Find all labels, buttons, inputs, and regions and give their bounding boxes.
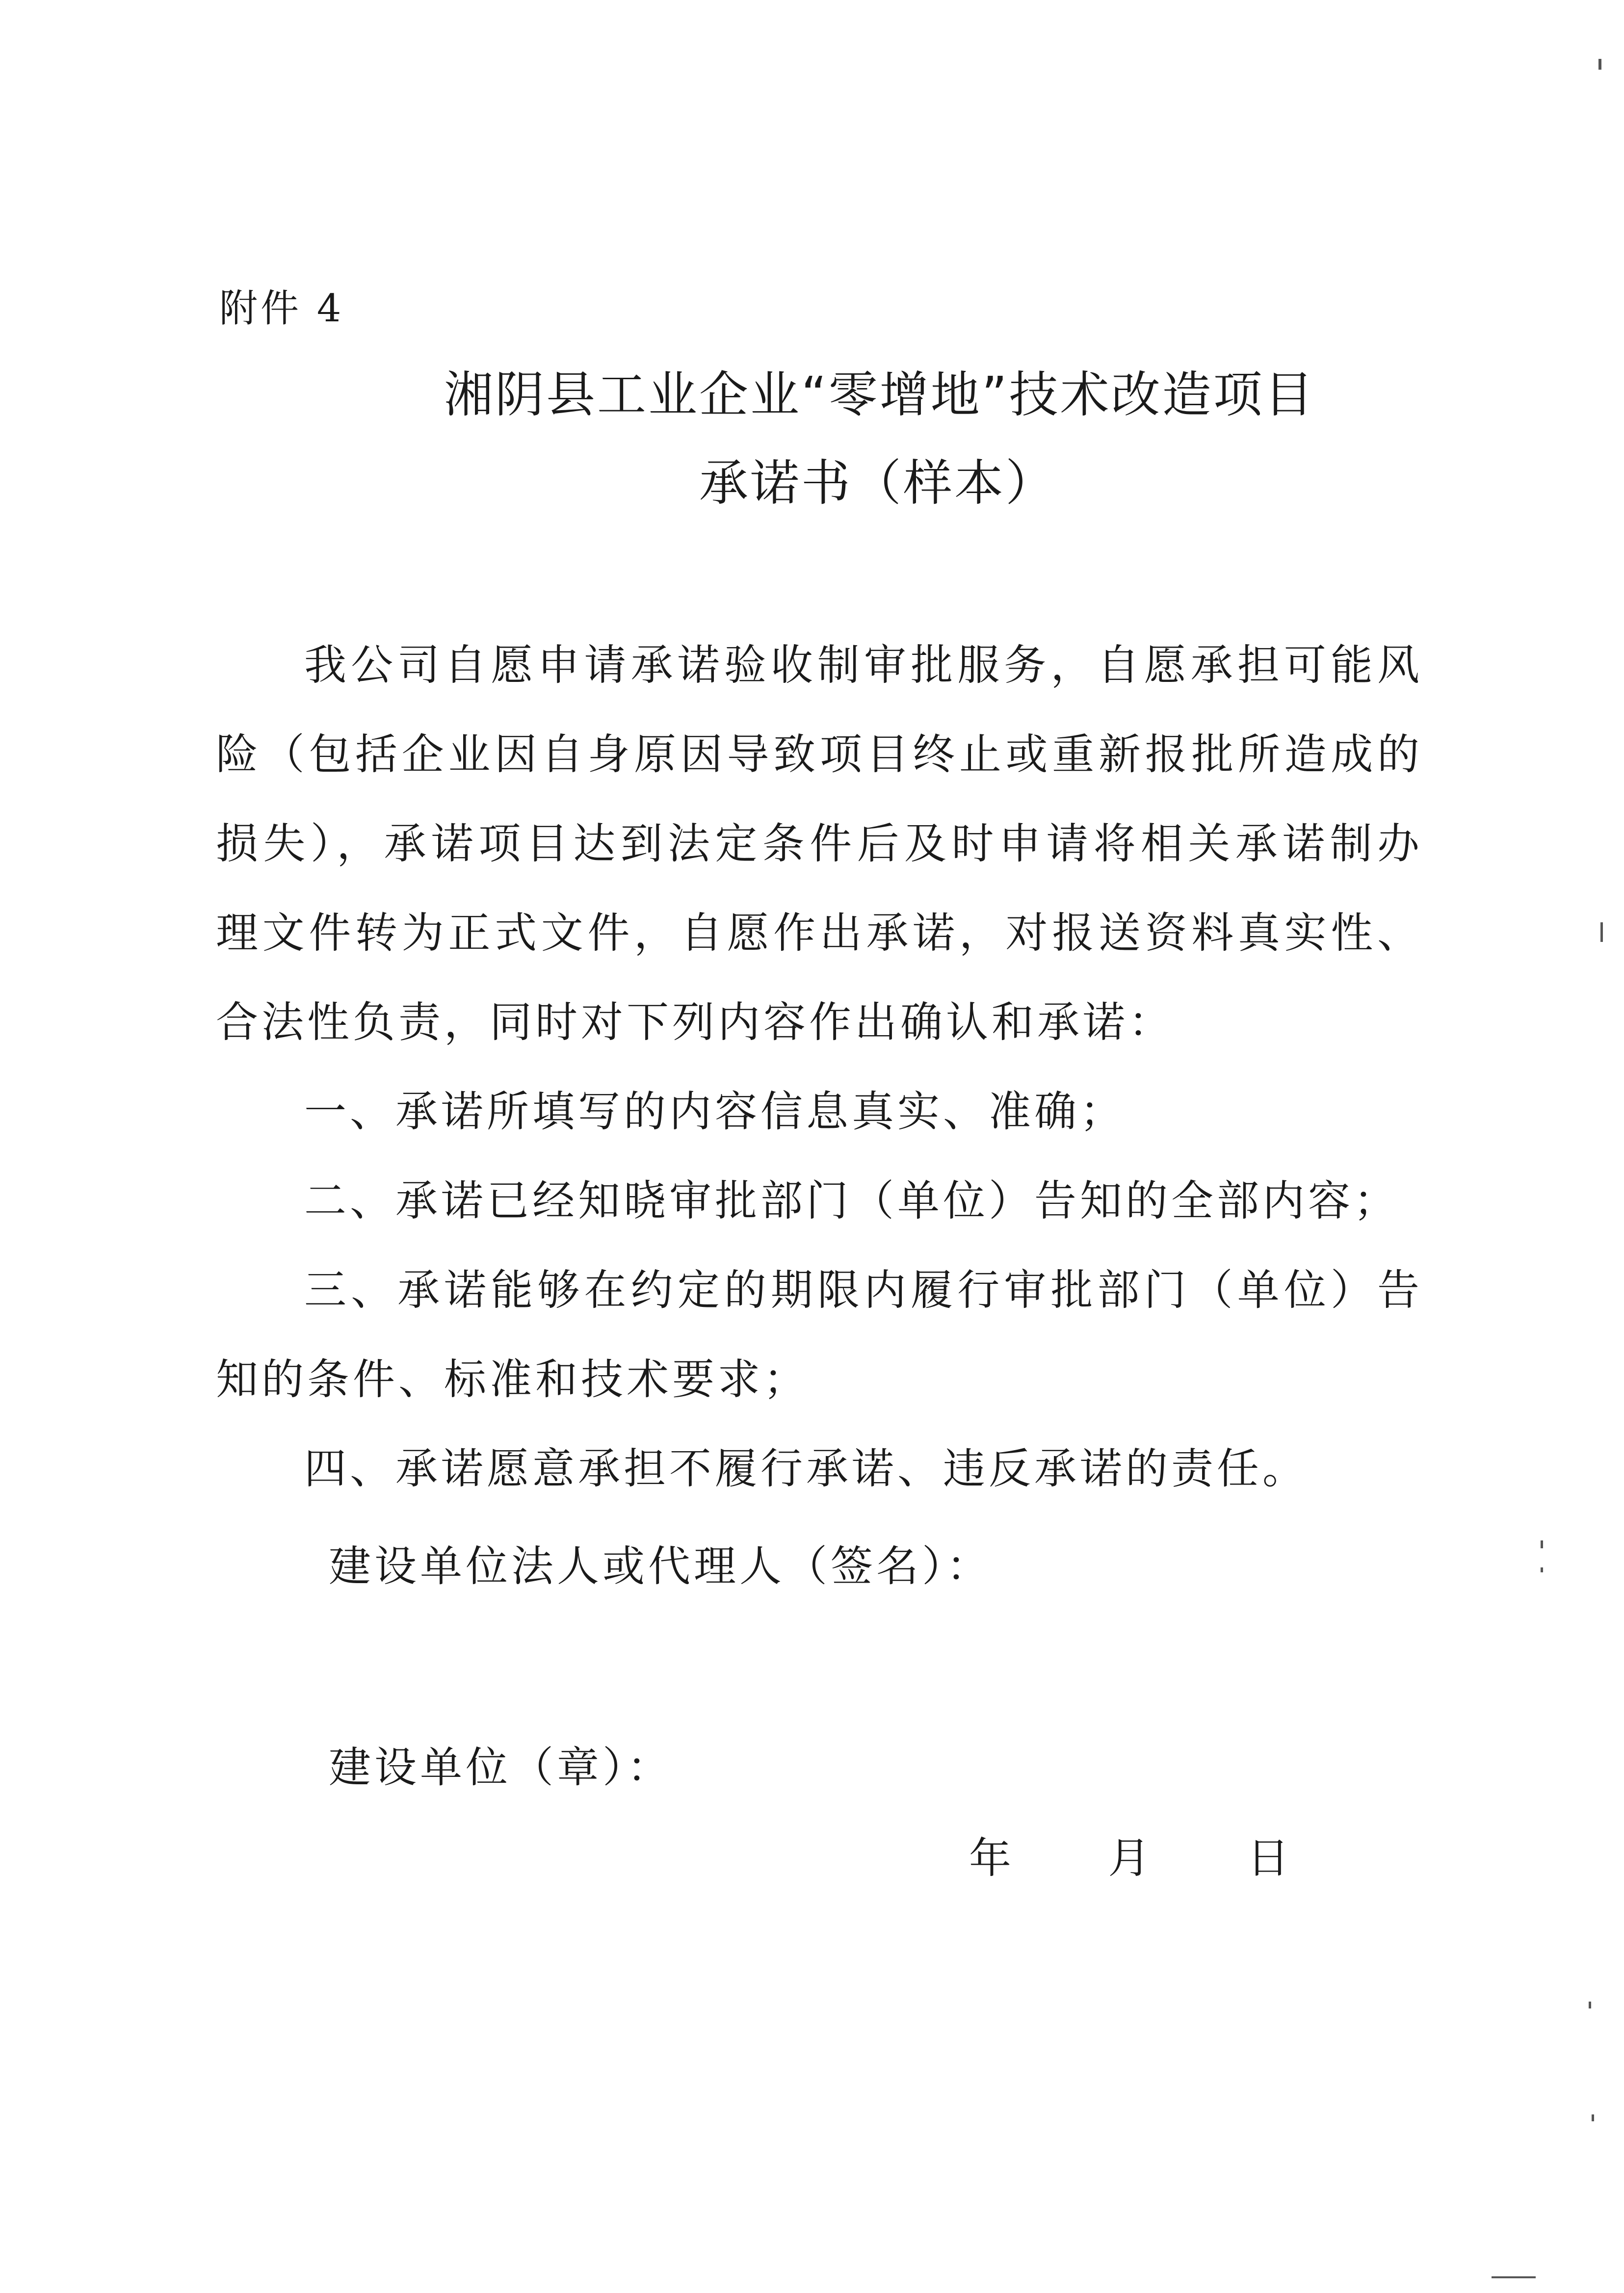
document-title-line2: 承诺书（样本）: [699, 454, 1056, 512]
scan-artifact-mark: [1492, 2276, 1536, 2278]
legal-representative-signature-label: 建设单位法人或代理人（签名）：: [329, 1542, 992, 1591]
date-day-label: 日: [1247, 1834, 1289, 1883]
document-title-line1: 湘阴县工业企业“零增地”技术改造项目: [444, 366, 1315, 423]
scan-artifact-mark: [1541, 1567, 1543, 1572]
scan-artifact-mark: [1598, 59, 1601, 70]
date-month-label: 月: [1108, 1834, 1151, 1883]
commitment-body: [216, 621, 1423, 1513]
construction-unit-seal-label: 建设单位（章）：: [329, 1743, 673, 1792]
date-year-label: 年: [969, 1834, 1011, 1883]
scan-artifact-mark: [1592, 2114, 1594, 2121]
scan-artifact-mark: [1600, 922, 1603, 942]
commitment-intro-paragraph: 我公司自愿申请承诺验收制审批服务，自愿承担可能风险（包括企业因自身原因导致项目终止或重新报批所造成的损失），承诺项目达到法定条件后及时申请将相关承诺制办理文件转为正式文件，自愿作出承诺，对报送资料真实性、合法性负责，同时对下列内容作出确认和承诺：: [216, 641, 1423, 1047]
attachment-label: 附件 4: [219, 287, 344, 331]
commitment-item-1: 一、承诺所填写的内容信息真实、准确；: [304, 1087, 1126, 1136]
commitment-item-3: 三、承诺能够在约定的期限内履行审批部门（单位）告知的条件、标准和技术要求；: [216, 1266, 1423, 1404]
scan-artifact-mark: [1589, 2002, 1591, 2008]
date-line: [969, 1834, 1289, 1883]
commitment-item-2: 二、承诺已经知晓审批部门（单位）告知的全部内容；: [304, 1176, 1399, 1225]
commitment-item-4: 四、承诺愿意承担不履行承诺、违反承诺的责任。: [304, 1444, 1308, 1493]
scan-artifact-mark: [1541, 1540, 1543, 1548]
